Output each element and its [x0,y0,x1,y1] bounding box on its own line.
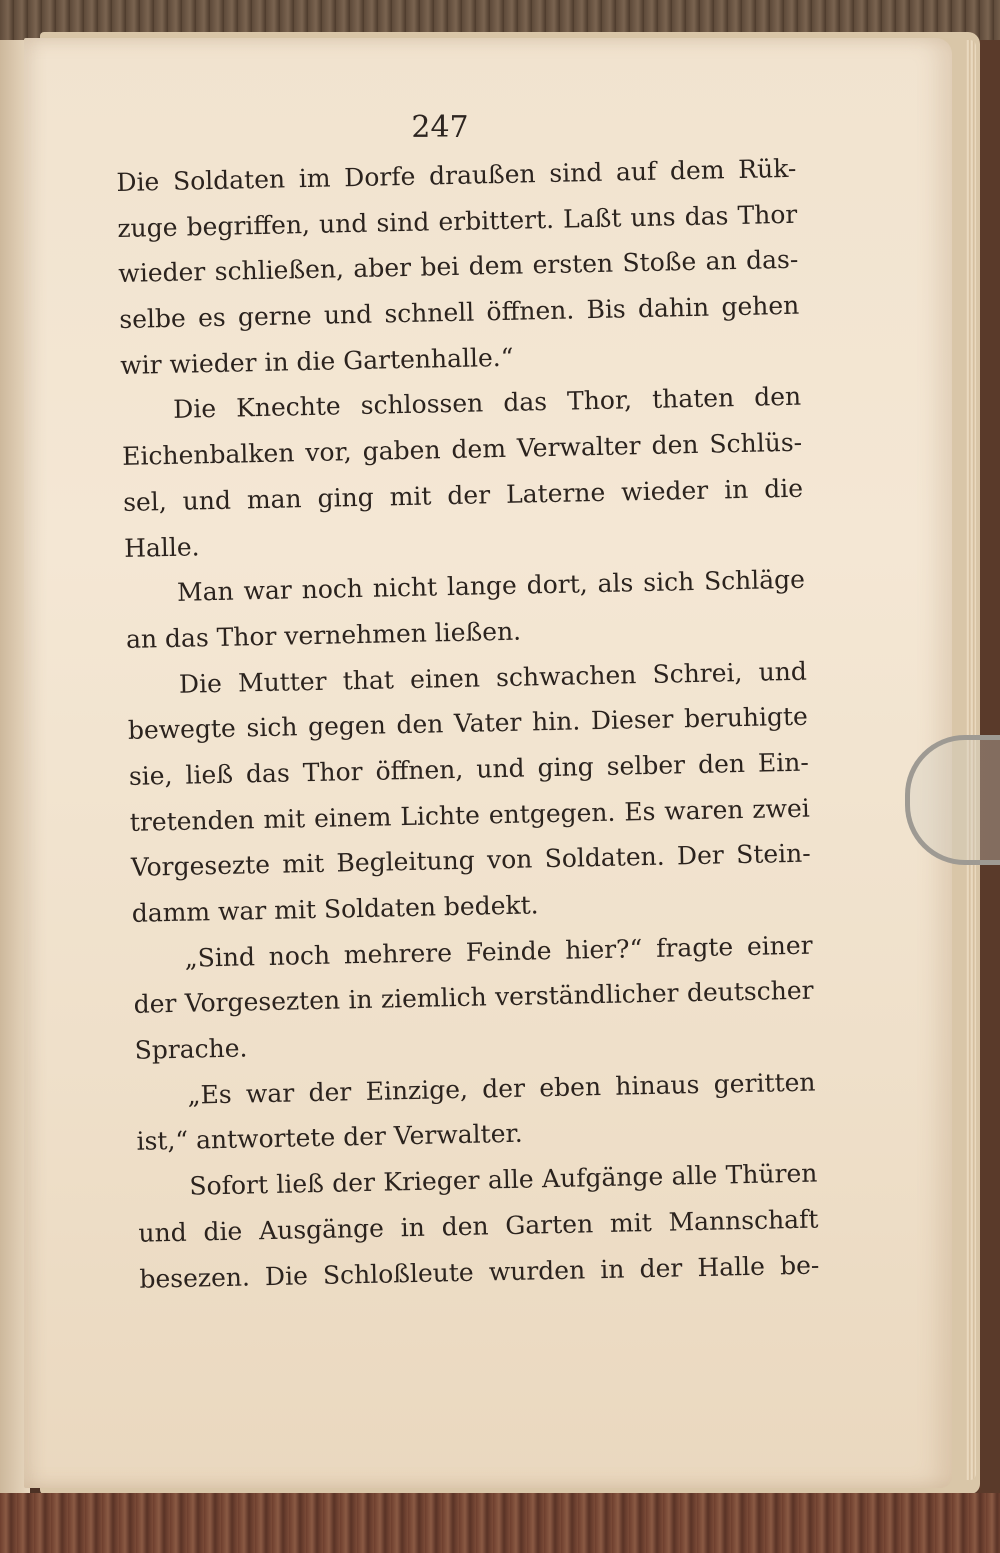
text-line: Die Soldaten im Dorfe draußen sind auf dem Rük- [116,153,797,197]
text-line: Sprache. [134,1033,248,1065]
text-line: besezen. Die Schloßleute wurden in der Halle be- [139,1250,820,1294]
text-line: Eichenbalken vor, gaben dem Verwalter den Schlüs- [121,427,803,472]
text-line: selbe es gerne und schnell öffnen. Bis dahin gehen [119,290,800,335]
text-line: an das Thor vernehmen ließen. [125,616,522,654]
text-line: Vorgesezte mit Begleitung von Soldaten. Der Stein- [130,838,811,883]
text-line: wir wieder in die Gartenhalle.“ [119,342,514,380]
text-line: Man war noch nicht lange dort, als sich Schläge [176,564,806,608]
text-line: der Vorgesezten in ziemlich verständlicher deutscher [133,975,814,1020]
book-cover-bottom-edge [0,1493,1000,1553]
text-line: „Es war der Einzige, der eben hinaus geritten [187,1067,816,1110]
text-line: „Sind noch mehrere Feinde hier?“ fragte einer [184,930,813,973]
text-line: damm war mit Soldaten bedekt. [131,890,539,928]
body-text [116,146,820,1302]
text-line: ist,“ antwortete der Verwalter. [136,1119,523,1157]
text-line: sel, und man ging mit der Laterne wieder in die [122,473,804,517]
text-line: und die Ausgänge in den Garten mit Mannschaft [138,1204,819,1248]
text-line: Halle. [123,531,200,563]
text-line: Die Knechte schlossen das Thor, thaten den [172,382,802,425]
page-number: 247 [411,110,469,145]
text-line: bewegte sich gegen den Vater hin. Dieser beruhigte [127,701,809,746]
text-line: zuge begriffen, und sind erbittert. Laßt uns das Thor [117,199,798,243]
text-line: Die Mutter that einen schwachen Schrei, und [178,656,808,699]
text-line: sie, ließ das Thor öffnen, und ging selber den Ein- [128,747,810,791]
text-line: Sofort ließ der Krieger alle Aufgänge alle Thüren [189,1158,818,1201]
text-line: tretenden mit einem Lichte entgegen. Es waren zwei [129,793,811,837]
text-line: wieder schließen, aber bei dem ersten Stoße an das- [118,245,799,289]
